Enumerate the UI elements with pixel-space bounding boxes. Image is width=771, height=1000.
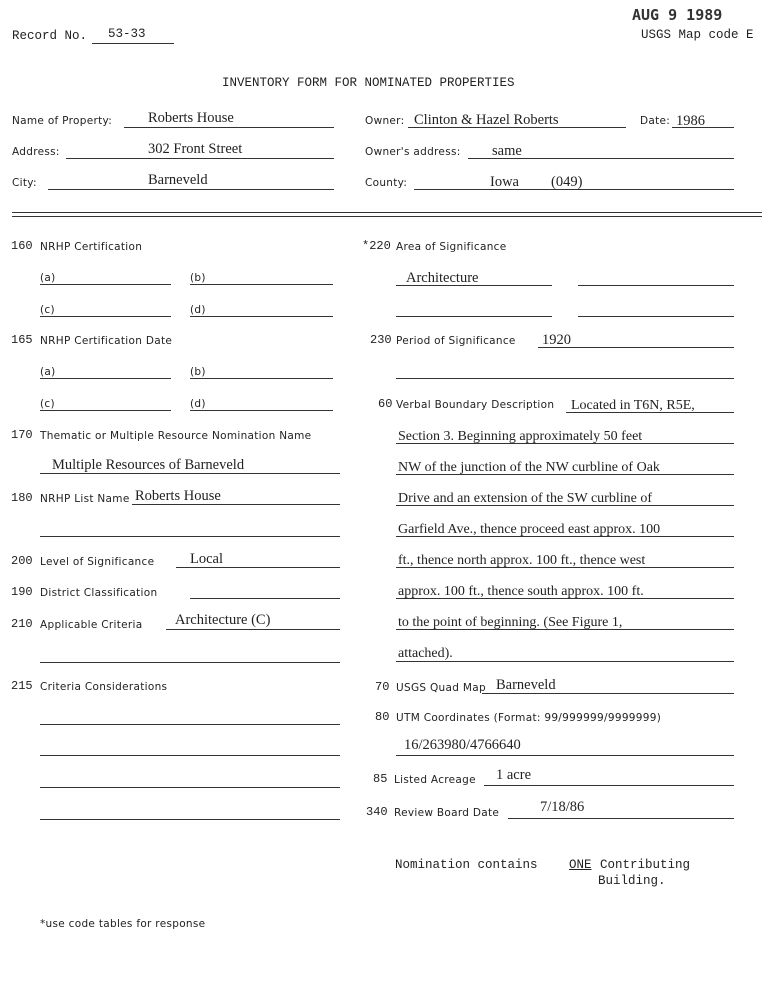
city-value: Barneveld — [148, 172, 208, 188]
owner-value: Clinton & Hazel Roberts — [414, 112, 559, 128]
field-80-number: 80 — [375, 710, 390, 724]
field-85-value: 1 acre — [496, 767, 532, 783]
boundary-rule-4 — [396, 505, 734, 506]
boundary-line-2: Section 3. Beginning approximately 50 feet — [398, 429, 643, 444]
date-line — [672, 127, 734, 128]
field-80-value: 16/263980/4766640 — [404, 737, 521, 753]
field-210-label: Applicable Criteria — [40, 619, 143, 631]
boundary-line-9: attached). — [398, 646, 453, 661]
boundary-rule-6 — [396, 567, 734, 568]
field-215-number: 215 — [11, 679, 33, 693]
field-215-line-2 — [40, 755, 340, 756]
field-220-label: Area of Significance — [396, 241, 507, 253]
received-date-stamp: AUG 9 1989 — [632, 6, 723, 24]
field-230-value: 1920 — [542, 332, 571, 348]
field-190-number: 190 — [11, 585, 33, 599]
owner-label: Owner: — [365, 115, 405, 127]
field-340-number: 340 — [366, 805, 388, 819]
field-210-line — [166, 629, 340, 630]
owners-address-value: same — [492, 143, 522, 159]
field-170-line — [40, 473, 340, 474]
field-200-label: Level of Significance — [40, 556, 155, 568]
date-label: Date: — [640, 115, 671, 127]
field-220-line-d — [578, 316, 734, 317]
cert-date-a-label: (a) — [40, 366, 56, 378]
boundary-line-4: Drive and an extension of the SW curbline of — [398, 491, 653, 506]
field-180-line-2 — [40, 536, 340, 537]
city-label: City: — [12, 177, 37, 189]
boundary-rule-1 — [566, 412, 734, 413]
field-70-number: 70 — [375, 680, 390, 694]
date-value: 1986 — [676, 113, 705, 129]
field-60-number: 60 — [378, 397, 393, 411]
field-70-line — [482, 693, 734, 694]
field-230-line-2 — [396, 378, 734, 379]
name-of-property-value: Roberts House — [148, 110, 234, 126]
field-160-label: NRHP Certification — [40, 241, 143, 253]
usgs-map-code: USGS Map code E — [641, 28, 754, 42]
field-200-line — [176, 567, 340, 568]
field-220-value: Architecture — [406, 270, 479, 286]
owners-address-label: Owner's address: — [365, 146, 461, 158]
county-line — [414, 189, 734, 190]
record-number: 53-33 — [108, 27, 146, 41]
boundary-rule-7 — [396, 598, 734, 599]
field-230-number: 230 — [370, 333, 392, 347]
field-215-line-3 — [40, 787, 340, 788]
boundary-line-5: Garfield Ave., thence proceed east approx. 100 — [398, 522, 661, 537]
cert-date-b-label: (b) — [190, 366, 206, 378]
boundary-line-7: approx. 100 ft., thence south approx. 100 ft. — [398, 584, 644, 599]
footnote: *use code tables for response — [40, 918, 206, 930]
field-230-line — [538, 347, 734, 348]
field-170-number: 170 — [11, 428, 33, 442]
address-label: Address: — [12, 146, 60, 158]
cert-c-label: (c) — [40, 304, 55, 316]
nomination-count: ONE — [569, 858, 592, 872]
record-label: Record No. — [12, 29, 88, 43]
cert-d-line — [190, 316, 333, 317]
field-215-label: Criteria Considerations — [40, 681, 168, 693]
field-190-label: District Classification — [40, 587, 158, 599]
field-340-label: Review Board Date — [394, 807, 500, 819]
cert-date-c-label: (c) — [40, 398, 55, 410]
cert-a-label: (a) — [40, 272, 56, 284]
address-value: 302 Front Street — [148, 141, 243, 157]
boundary-rule-2 — [396, 443, 734, 444]
field-220-number: *220 — [362, 239, 391, 253]
boundary-rule-3 — [396, 474, 734, 475]
field-220-line-c — [396, 316, 552, 317]
cert-date-c-line — [40, 410, 171, 411]
cert-c-line — [40, 316, 171, 317]
field-160-number: 160 — [11, 239, 33, 253]
field-80-label: UTM Coordinates (Format: 99/999999/9999999) — [396, 712, 662, 724]
field-180-label: NRHP List Name — [40, 493, 130, 505]
cert-date-a-line — [40, 378, 171, 379]
field-340-line — [508, 818, 734, 819]
nomination-suffix-1: Contributing — [600, 858, 691, 872]
field-180-number: 180 — [11, 491, 33, 505]
field-190-line — [190, 598, 340, 599]
field-70-value: Barneveld — [496, 677, 556, 693]
nomination-prefix: Nomination contains — [395, 858, 538, 872]
cert-date-d-label: (d) — [190, 398, 206, 410]
cert-d-label: (d) — [190, 304, 206, 316]
city-line — [48, 189, 334, 190]
field-210-line-2 — [40, 662, 340, 663]
boundary-line-1: Located in T6N, R5E, — [571, 398, 695, 413]
divider-bottom — [12, 216, 762, 217]
field-170-label: Thematic or Multiple Resource Nomination Name — [40, 430, 312, 442]
county-value: Iowa — [490, 174, 519, 190]
county-label: County: — [365, 177, 408, 189]
field-85-number: 85 — [373, 772, 388, 786]
cert-a-line — [40, 284, 171, 285]
field-340-value: 7/18/86 — [540, 799, 585, 815]
divider-top — [12, 212, 762, 213]
field-165-label: NRHP Certification Date — [40, 335, 173, 347]
boundary-line-3: NW of the junction of the NW curbline of Oak — [398, 460, 660, 475]
record-number-line — [92, 43, 174, 44]
owner-line — [408, 127, 626, 128]
boundary-line-6: ft., thence north approx. 100 ft., thence west — [398, 553, 646, 568]
county-code: (049) — [551, 174, 583, 190]
form-title: INVENTORY FORM FOR NOMINATED PROPERTIES — [222, 76, 515, 90]
field-215-line-4 — [40, 819, 340, 820]
field-210-number: 210 — [11, 617, 33, 631]
cert-date-d-line — [190, 410, 333, 411]
field-70-label: USGS Quad Map — [396, 682, 486, 694]
cert-date-b-line — [190, 378, 333, 379]
field-220-line-b — [578, 285, 734, 286]
field-85-label: Listed Acreage — [394, 774, 476, 786]
boundary-rule-9 — [396, 661, 734, 662]
field-180-value: Roberts House — [135, 488, 221, 504]
boundary-rule-5 — [396, 536, 734, 537]
name-of-property-label: Name of Property: — [12, 115, 113, 127]
field-200-value: Local — [190, 551, 224, 567]
field-80-line — [396, 755, 734, 756]
field-200-number: 200 — [11, 554, 33, 568]
cert-b-label: (b) — [190, 272, 206, 284]
field-220-line-a — [396, 285, 552, 286]
field-210-value: Architecture (C) — [175, 612, 271, 628]
name-of-property-line — [124, 127, 334, 128]
cert-b-line — [190, 284, 333, 285]
field-165-number: 165 — [11, 333, 33, 347]
field-180-line — [132, 504, 340, 505]
boundary-rule-8 — [396, 629, 734, 630]
field-60-label: Verbal Boundary Description — [396, 399, 555, 411]
field-215-line-1 — [40, 724, 340, 725]
address-line — [66, 158, 334, 159]
nomination-suffix-2: Building. — [598, 874, 666, 888]
owners-address-line — [468, 158, 734, 159]
boundary-line-8: to the point of beginning. (See Figure 1, — [398, 615, 623, 630]
field-170-value: Multiple Resources of Barneveld — [52, 457, 245, 473]
field-85-line — [484, 785, 734, 786]
field-230-label: Period of Significance — [396, 335, 516, 347]
